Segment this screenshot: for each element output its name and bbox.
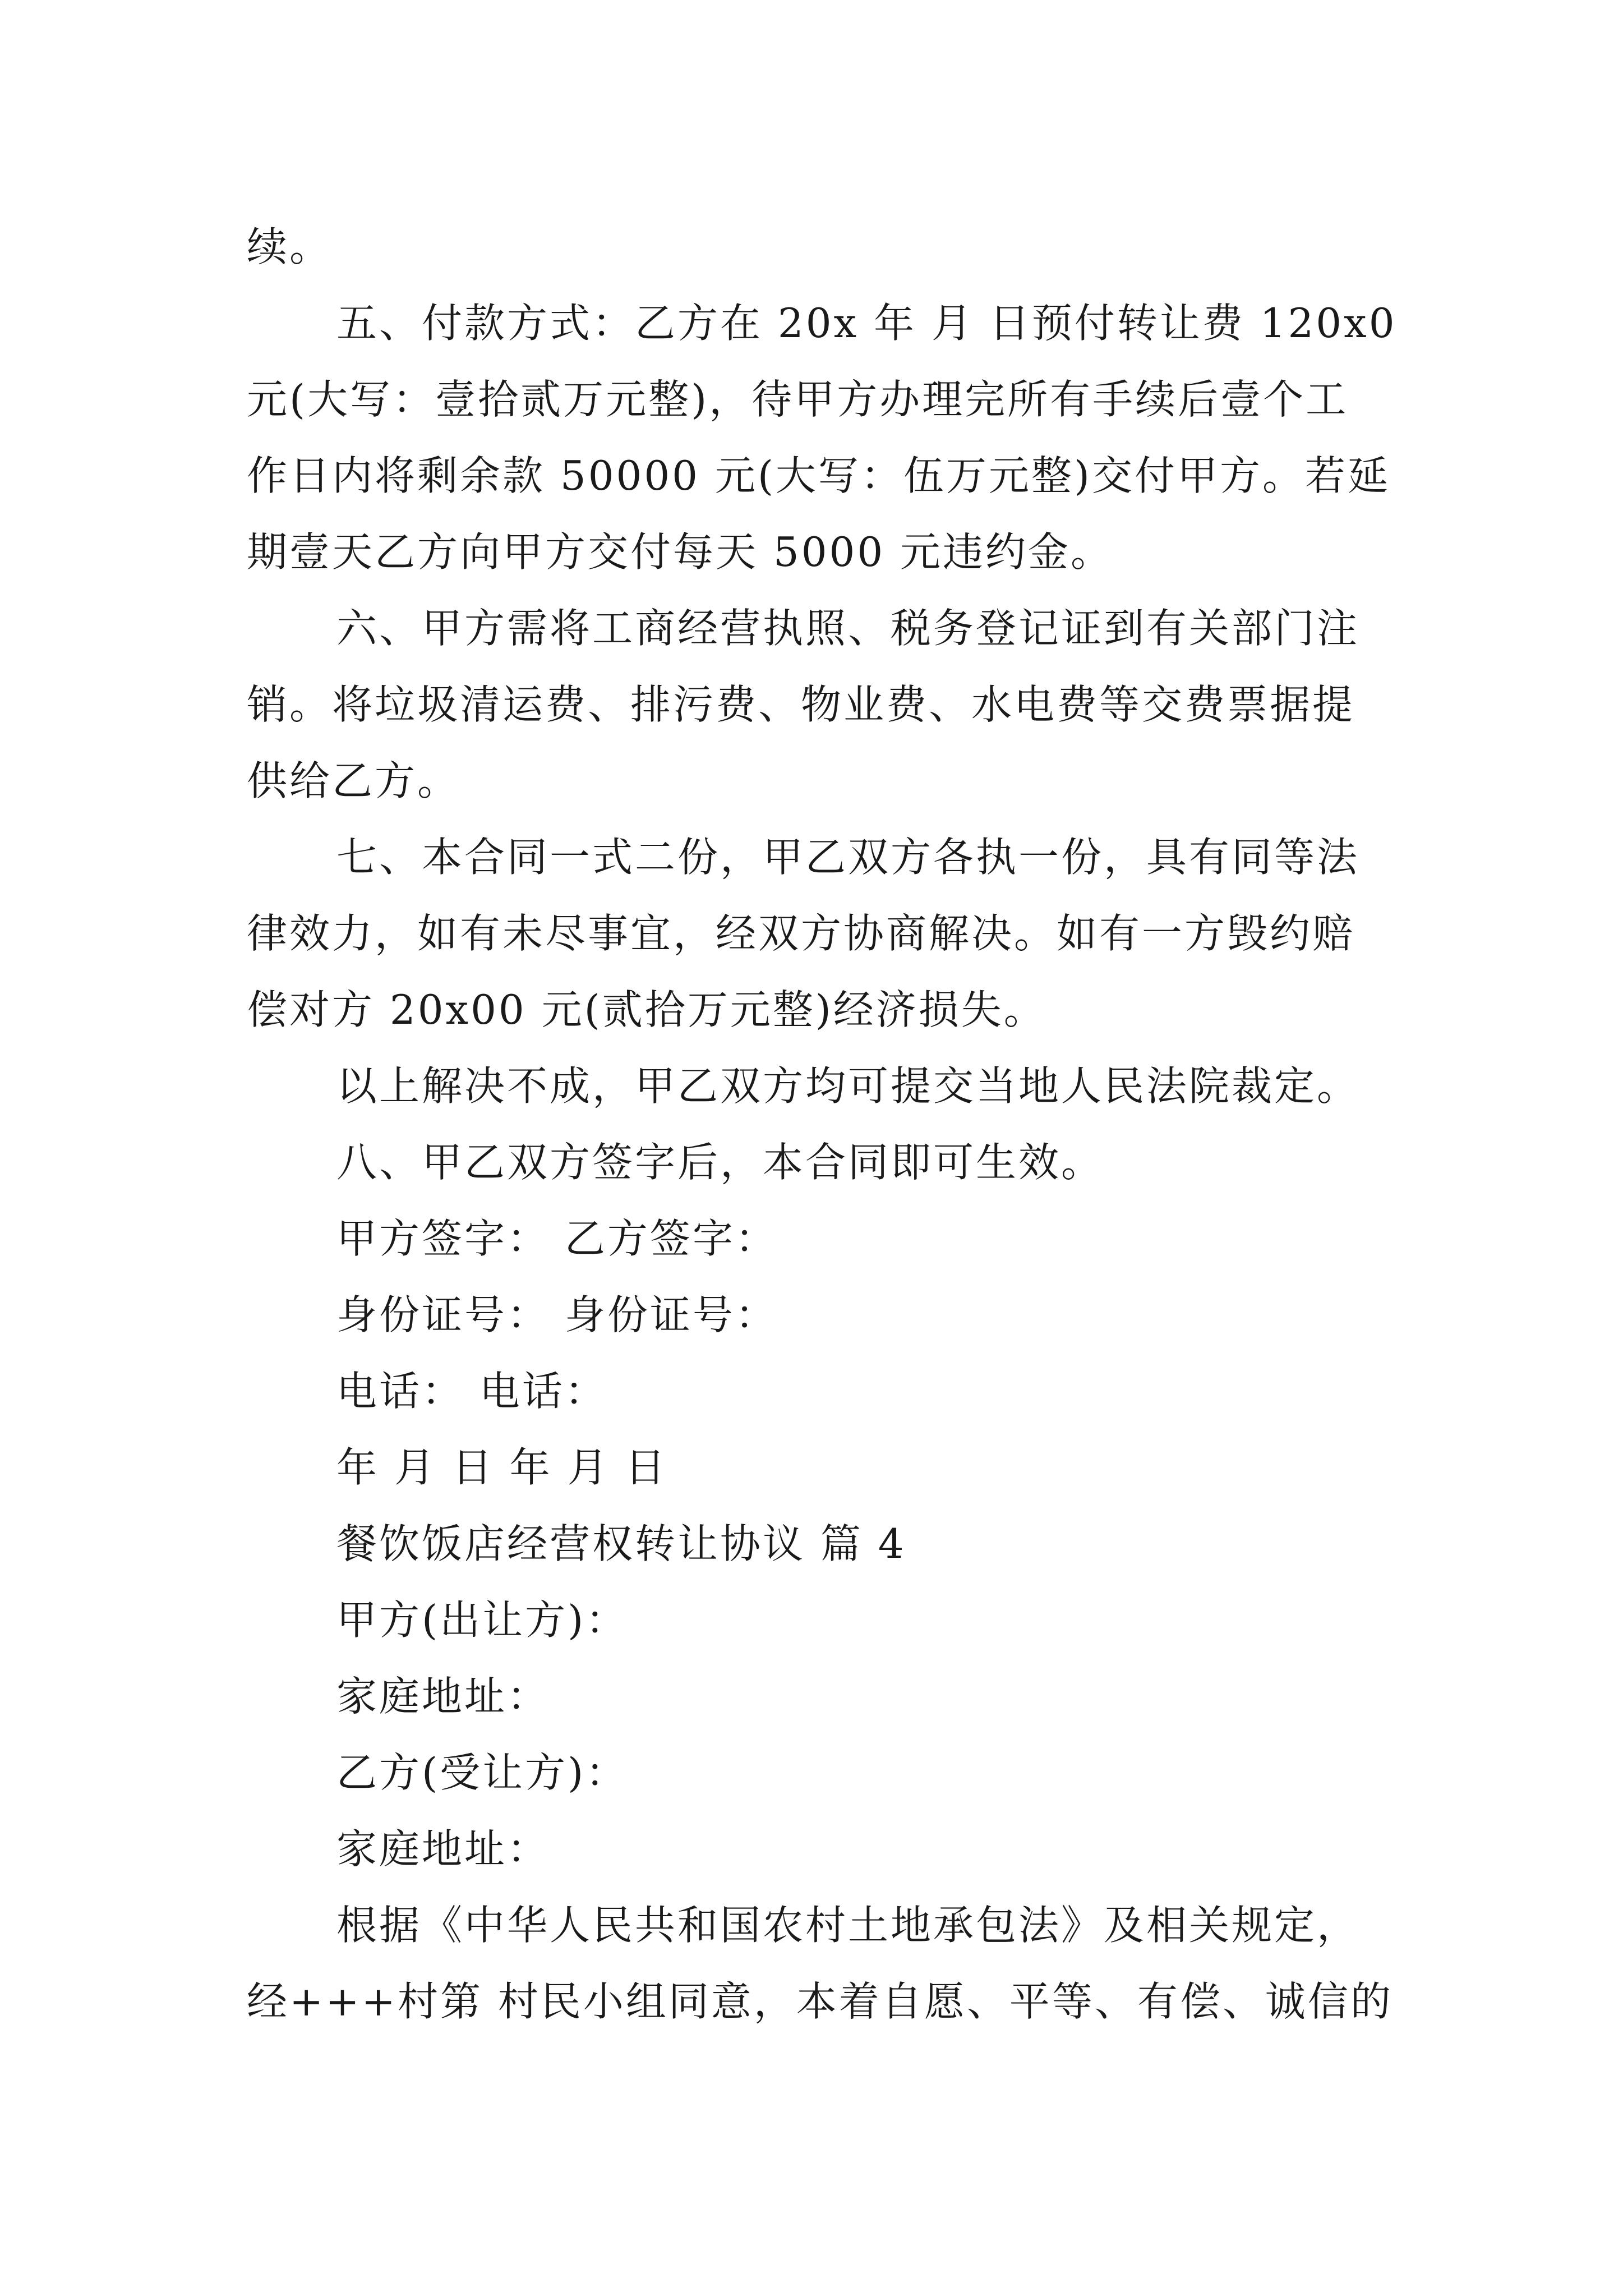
signature-line: 甲方签字： 乙方签字： <box>336 1215 778 1262</box>
text-line: 律效力，如有未尽事宜，经双方协商解决。如有一方毁约赔 <box>247 910 1355 957</box>
party-b-line: 乙方(受让方)： <box>336 1749 629 1796</box>
text-line: 续。 <box>247 223 333 270</box>
text-line: 供给乙方。 <box>247 757 460 804</box>
address-line: 家庭地址： <box>336 1825 550 1872</box>
party-a-line: 甲方(出让方)： <box>336 1596 629 1644</box>
text-line: 期壹天乙方向甲方交付每天 5000 元违约金。 <box>247 528 1114 576</box>
clause-seven-line: 七、本合同一式二份，甲乙双方各执一份，具有同等法 <box>336 834 1360 881</box>
text-line: 元(大写：壹拾贰万元整)，待甲方办理完所有手续后壹个工 <box>247 376 1349 423</box>
phone-line: 电话： 电话： <box>336 1368 607 1415</box>
clause-six-line: 六、甲方需将工商经营执照、税务登记证到有关部门注 <box>336 605 1360 652</box>
clause-eight-line: 八、甲乙双方签字后，本合同即可生效。 <box>336 1139 1104 1186</box>
text-line: 以上解决不成，甲乙双方均可提交当地人民法院裁定。 <box>336 1062 1360 1110</box>
text-line: 偿对方 20x00 元(贰拾万元整)经济损失。 <box>247 986 1046 1033</box>
address-line: 家庭地址： <box>336 1673 550 1720</box>
text-line: 销。将垃圾清运费、排污费、物业费、水电费等交费票据提 <box>247 681 1355 728</box>
clause-five-line: 五、付款方式：乙方在 20x 年 月 日预付转让费 120x0 <box>336 300 1397 347</box>
id-number-line: 身份证号： 身份证号： <box>336 1291 778 1338</box>
section-heading: 餐饮饭店经营权转让协议 篇 4 <box>336 1520 906 1567</box>
date-line: 年 月 日 年 月 日 <box>336 1444 668 1491</box>
text-line: 作日内将剩余款 50000 元(大写：伍万元整)交付甲方。若延 <box>247 452 1390 499</box>
text-line: 根据《中华人民共和国农村土地承包法》及相关规定， <box>336 1902 1360 1949</box>
text-line: 经+++村第 村民小组同意，本着自愿、平等、有偿、诚信的 <box>247 1978 1393 2025</box>
